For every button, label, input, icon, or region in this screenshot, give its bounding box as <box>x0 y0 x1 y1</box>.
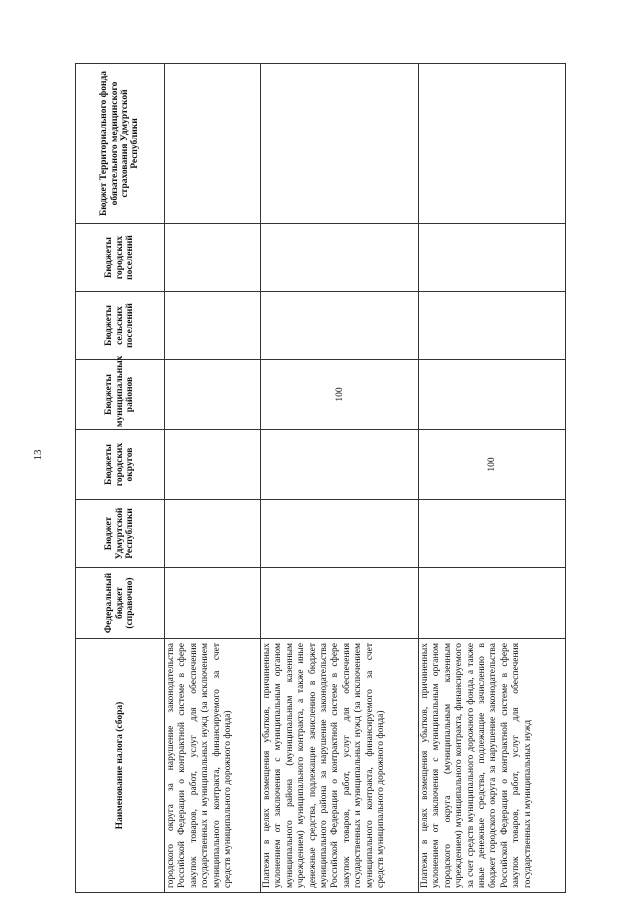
cell-value <box>419 500 566 568</box>
cell-value <box>419 64 566 224</box>
cell-value <box>261 500 419 568</box>
row-name: городского округа за нарушение законодательства Российской Федерации о контрактной системе в сфере закупок товаров, работ, услуг для обеспечения государственных и муниципальных нужд (за исключением муниципального контракта, финансируемого за счет средств муниципального дорожного фонда) <box>165 639 261 893</box>
cell-value <box>261 430 419 500</box>
tax-distribution-table <box>75 63 566 893</box>
header-federal-budget: Федеральный бюджет (справочно) <box>76 568 165 639</box>
cell-value <box>419 568 566 639</box>
cell-value <box>419 292 566 360</box>
cell-value <box>165 360 261 430</box>
cell-value <box>165 292 261 360</box>
cell-value <box>165 500 261 568</box>
rotated-table-container <box>75 64 565 893</box>
table-row <box>419 64 566 893</box>
header-urban-settlements: Бюджеты городских поселений <box>76 224 165 292</box>
table-row <box>165 64 261 893</box>
row-name: Платежи в целях возмещения убытков, причиненных уклонением от заключения с муниципальным органом муниципального района (муниципальным казенным учреждением) муниципального контракта, а также иные денежные средства, подлежащие зачислению в бюджет муниципального района за нарушение законодательства Российской Федерации о контрактной системе в сфере закупок товаров, работ, услуг для обеспечения государственных и муниципальных нужд (за исключением муниципального контракта, финансируемого за счет средств муниципального дорожного фонда) <box>261 639 419 893</box>
cell-value <box>419 360 566 430</box>
header-row <box>76 64 165 893</box>
header-medical-insurance-fund: Бюджет Территориального фонда обязательного медицинского страхования Удмуртской Республики <box>76 64 165 224</box>
cell-value <box>261 224 419 292</box>
cell-value <box>261 64 419 224</box>
cell-value <box>165 64 261 224</box>
header-municipal-districts: Бюджеты муниципальных районов <box>76 360 165 430</box>
row-name: Платежи в целях возмещения убытков, причиненных уклонением от заключения с муниципальным органом городского округа (муниципальным казенным учреждением) муниципального контракта, финансируемого за счет средств муниципального дорожного фонда, а также иные денежные средства, подлежащие зачислению в бюджет городского округа за нарушение законодательства Российской Федерации о контрактной системе в сфере закупок товаров, работ, услуг для обеспечения государственных и муниципальных нужд <box>419 639 566 893</box>
table-row <box>261 64 419 893</box>
cell-value: 100 <box>419 430 566 500</box>
cell-value <box>165 568 261 639</box>
header-tax-name: Наименование налога (сбора) <box>76 639 165 893</box>
header-udmurt-budget: Бюджет Удмуртской Республики <box>76 500 165 568</box>
cell-value <box>165 224 261 292</box>
cell-value <box>261 292 419 360</box>
header-rural-settlements: Бюджеты сельских поселений <box>76 292 165 360</box>
cell-value <box>419 224 566 292</box>
cell-value <box>165 430 261 500</box>
cell-value: 100 <box>261 360 419 430</box>
header-city-districts: Бюджеты городских округов <box>76 430 165 500</box>
page-number: 13 <box>32 449 44 461</box>
cell-value <box>261 568 419 639</box>
